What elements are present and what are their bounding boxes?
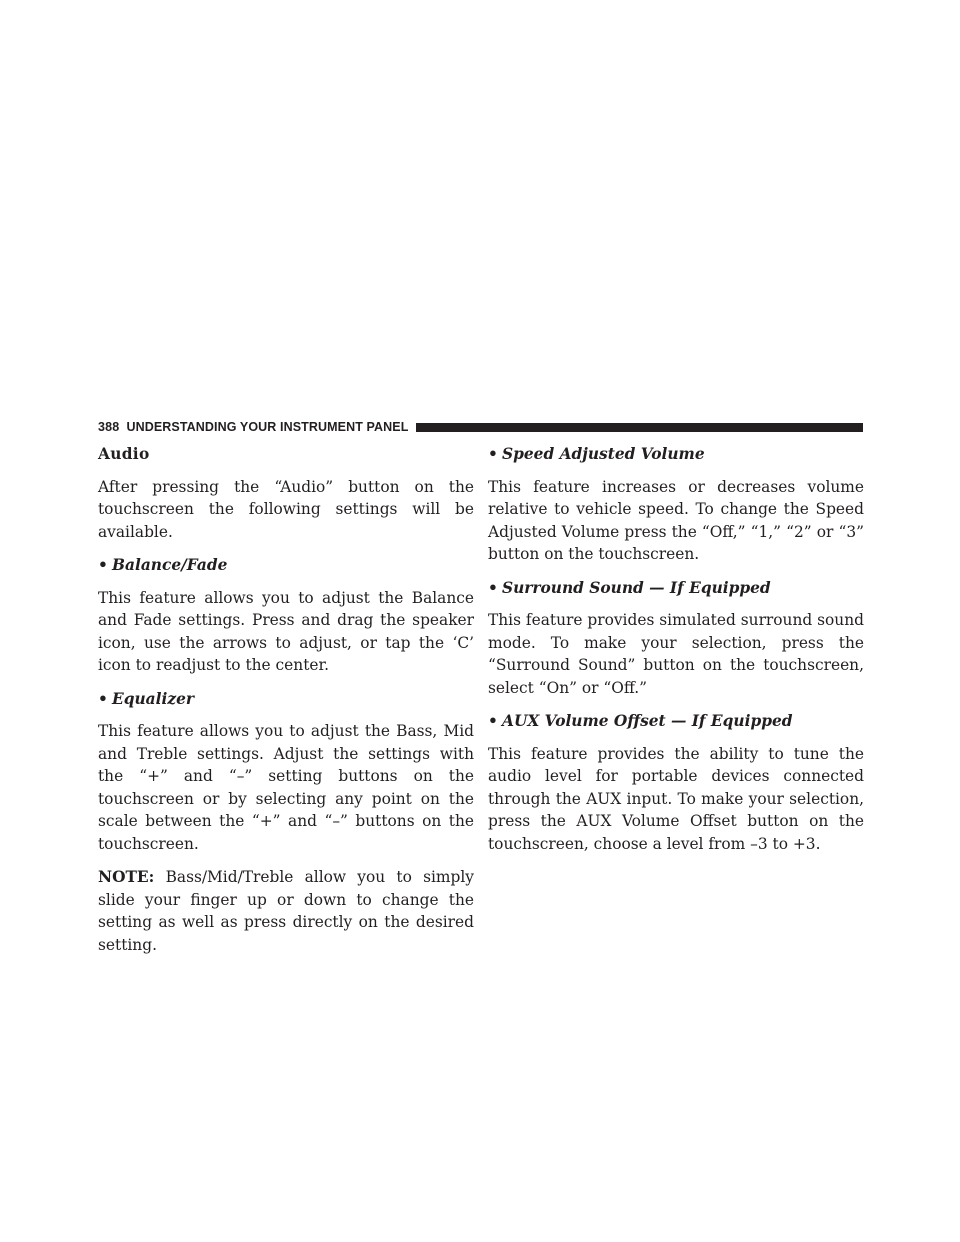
header-rule [416, 423, 863, 432]
balance-fade-text: This feature allows you to adjust the Balance and Fade settings. Press and drag the speaker icon, use the arrows to adjust, or tap the ‘C’ icon to readjust to the center. [98, 588, 474, 674]
audio-intro: After pressing the “Audio” button on the touchscreen the following settings will be available. [98, 477, 474, 541]
note-label: NOTE: [98, 868, 155, 886]
bullet-dot: • [488, 578, 498, 597]
bullet-surround-sound [488, 577, 864, 600]
bullet-dot: • [98, 689, 108, 708]
bullet-label: Speed Adjusted Volume [502, 445, 705, 463]
left-column [98, 443, 474, 967]
bullet-aux-volume-offset [488, 710, 864, 733]
page-number: 388 [98, 420, 120, 434]
bullet-equalizer [98, 688, 474, 711]
page-header [98, 418, 863, 436]
equalizer-text: This feature allows you to adjust the Bass, Mid and Treble settings. Adjust the settings with the “+” and “–” setting buttons on the touchscreen or by selecting any point on the scale between the “+” and “–” buttons on the touchscreen. [98, 722, 474, 853]
surround-sound-text: This feature provides simulated surround sound mode. To make your selection, press the “Surround Sound” button on the touchscreen, select “On” or “Off.” [488, 611, 864, 697]
audio-heading: Audio [98, 445, 150, 463]
aux-volume-offset-text: This feature provides the ability to tune the audio level for portable devices connected through the AUX input. To make your selection, press the AUX Volume Offset button on the touchscreen, choose a level from –3 to +3. [488, 744, 864, 853]
section-title: UNDERSTANDING YOUR INSTRUMENT PANEL [126, 420, 409, 434]
note-paragraph [98, 866, 474, 956]
bullet-balance-fade [98, 554, 474, 577]
bullet-label: Equalizer [112, 689, 194, 708]
bullet-label: AUX Volume Offset — If Equipped [502, 712, 793, 730]
speed-adjusted-volume-text: This feature increases or decreases volume relative to vehicle speed. To change the Speed Adjusted Volume press the “Off,” “1,” “2” or “3” button on the touchscreen. [488, 477, 864, 563]
right-column [488, 443, 864, 866]
bullet-label: Balance/Fade [112, 556, 228, 574]
bullet-label: Surround Sound — If Equipped [502, 578, 771, 597]
bullet-speed-adjusted-volume [488, 443, 864, 466]
bullet-dot: • [98, 556, 108, 574]
note-text: Bass/Mid/Treble allow you to simply slide your finger up or down to change the setting as well as press directly on the desired setting. [98, 868, 474, 954]
bullet-dot: • [488, 712, 498, 730]
bullet-dot: • [488, 445, 498, 463]
